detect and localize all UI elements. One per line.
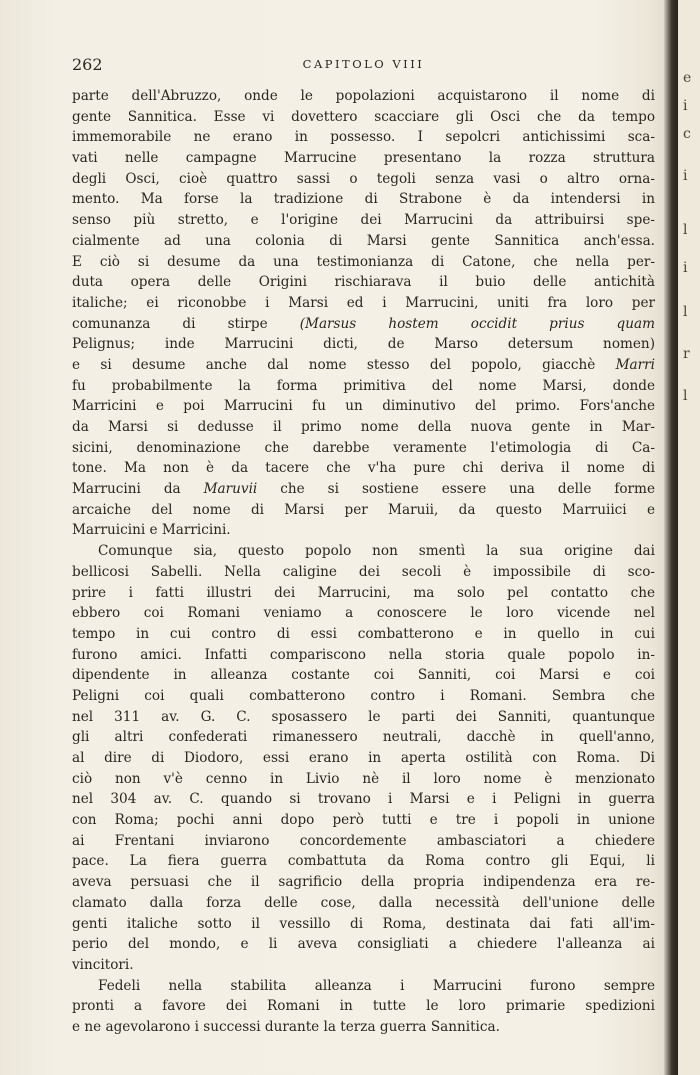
text-segment: Marrucini da [72,481,204,498]
text-line: clamato dalla forza delle cose, dalla necessità dell'unione delle [72,894,655,911]
text-line: italiche; ei riconobbe i Marsi ed i Marrucini, uniti fra loro per [72,294,655,311]
text-line: Peligni coi quali combatterono contro i Romani. Sembra che [72,687,655,704]
text-line: senso più stretto, e l'origine dei Marrucini da attribuirsi spe- [72,212,655,229]
italic-phrase: Marri [615,356,655,373]
text-line: Fedeli nella stabilita alleanza i Marrucini furono sempre [98,977,655,994]
facing-page-letter: r [683,346,690,362]
facing-page-letter: l [683,388,688,404]
text-line: Pelignus; inde Marrucini dicti, de Marso detersum nomen) [72,336,655,353]
text-line: tone. Ma non è da tacere che v'ha pure chi deriva il nome di [72,460,655,477]
text-line: genti italiche sotto il vessillo di Roma, destinata dai fati all'im- [72,915,655,932]
text-line: E ciò si desume da una testimonianza di Catone, che nella per- [72,253,655,270]
text-line: sicini, denominazione che darebbe veramente l'etimologia di Ca- [72,439,655,456]
facing-page-letter: l [683,304,688,320]
italic-phrase: (Marsus hostem occidit prius quam [299,315,655,332]
body-text [72,86,655,1038]
text-line: gli altri confederati rimanessero neutrali, dacchè in quell'anno, [72,729,655,746]
text-line: arcaiche del nome di Marsi per Maruii, da questo Marruiici e [72,501,655,518]
text-line: da Marsi si dedusse il primo nome della nuova gente in Mar- [72,419,655,435]
text-line: duta opera delle Origini rischiarava il buio delle antichità [72,274,655,291]
text-line [72,355,655,376]
facing-page-edge [678,0,700,1075]
facing-page-letter: i [683,260,688,276]
text-line: vincitori. [72,956,134,973]
facing-page-letter: l [683,222,688,238]
text-segment: che si sostiene essere una delle forme [257,481,655,498]
text-line: nel 311 av. G. C. sposassero le parti dei Sanniti, quantunque [72,708,655,725]
text-line: Marruicini e Marricini. [72,522,231,539]
text-line: pace. La fiera guerra combattuta da Roma contro gli Equi, li [72,853,655,870]
facing-page-letter: i [683,98,688,114]
text-line [72,314,655,335]
text-line: e ne agevolarono i successi durante la terza guerra Sannitica. [72,1018,500,1035]
binding-shadow [664,0,678,1075]
text-line: ai Frentani inviarono concordemente ambasciatori a chiedere [72,832,655,849]
text-line: furono amici. Infatti compariscono nella storia quale popolo in- [72,646,655,663]
text-line: aveva persuasi che il sagrificio della propria indipendenza era re- [72,874,655,891]
text-segment: e si desume anche dal nome stesso del popolo, giacchè [72,356,616,373]
text-line: dipendente in alleanza costante coi Sanniti, coi Marsi e coi [72,667,655,684]
text-line [72,479,655,500]
running-head: CAPITOLO VIII [302,57,425,71]
text-line: bellicosi Sabelli. Nella caligine dei secoli è impossibile di sco- [72,563,655,580]
italic-phrase: Maruvii [203,481,258,498]
page-header [72,55,655,79]
text-line: al dire di Diodoro, essi erano in aperta ostilità con Roma. Di [72,750,655,766]
text-line: parte dell'Abruzzo, onde le popolazioni acquistarono il nome di [72,88,655,104]
text-line: ciò non v'è cenno in Livio nè il loro nome è menzionato [72,770,655,787]
facing-page-letter: c [683,126,691,142]
text-line: immemorabile ne erano in possesso. I sepolcri antichissimi sca- [72,129,655,146]
text-segment: comunanza di stirpe [72,315,300,332]
text-line: nel 304 av. C. quando si trovano i Marsi e i Peligni in guerra [72,791,655,808]
text-line: pronti a favore dei Romani in tutte le loro primarie spedizioni [72,998,655,1015]
text-line: perio del mondo, e li aveva consigliati a chiedere l'alleanza ai [72,936,655,953]
text-line: con Roma; pochi anni dopo però tutti e tre i popoli in unione [72,812,655,829]
text-line: degli Osci, cioè quattro sassi o tegoli senza vasi o altro orna- [72,170,655,187]
text-line: fu probabilmente la forma primitiva del nome Marsi, donde [72,377,655,394]
page-number: 262 [72,55,103,74]
text-line: ebbero coi Romani veniamo a conoscere le loro vicende nel [72,605,655,622]
text-line: gente Sannitica. Esse vi dovettero scacciare gli Osci che da tempo [72,108,655,125]
text-line: Marricini e poi Marrucini fu un diminutivo del primo. Fors'anche [72,398,655,415]
text-line: cialmente ad una colonia di Marsi gente Sannitica anch'essa. [72,232,655,249]
text-line: prire i fatti illustri dei Marrucini, ma solo pel contatto che [72,584,655,601]
facing-page-letter: i [683,168,688,184]
facing-page-letter: e [683,70,692,86]
text-line: Comunque sia, questo popolo non smentì la sua origine dai [98,543,655,560]
text-line: vati nelle campagne Marrucine presentano la rozza struttura [72,150,655,167]
text-line: tempo in cui contro di essi combatterono e in quello in cui [72,625,655,642]
text-line: mento. Ma forse la tradizione di Strabone è da intendersi in [72,191,655,208]
